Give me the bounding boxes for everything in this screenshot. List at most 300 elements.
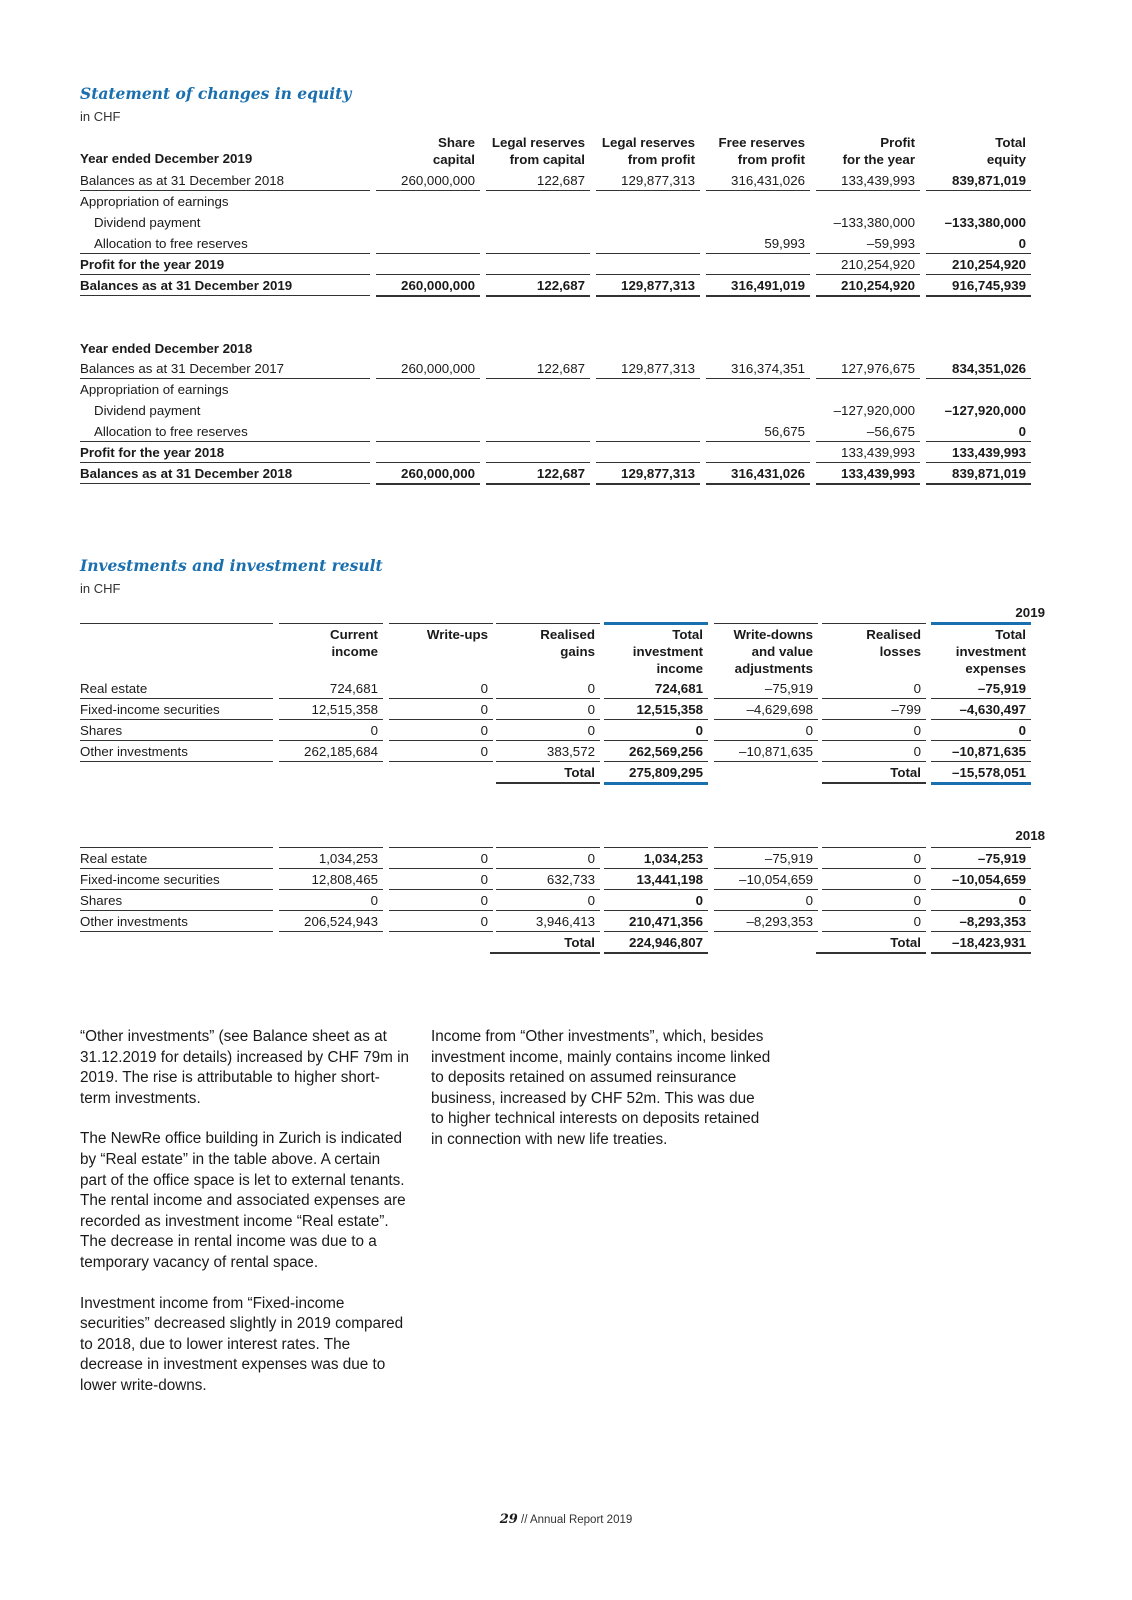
table-cell: [496, 720, 600, 741]
table-cell: [376, 421, 480, 442]
table-cell: [604, 678, 708, 699]
header-line: Write-ups: [426, 627, 488, 642]
table-row: [80, 170, 1051, 191]
table-cell: [596, 254, 700, 275]
row-label: Dividend payment: [94, 403, 201, 418]
table-cell: [926, 275, 1031, 297]
table-cell: [822, 699, 926, 720]
cell-value: 0: [913, 723, 921, 738]
table-cell: [816, 400, 920, 420]
totals-row: [80, 762, 1051, 783]
row-label: Shares: [80, 723, 123, 738]
header-line: capital: [432, 152, 475, 167]
header-line: income: [656, 661, 703, 676]
cell-value: 0: [913, 744, 921, 759]
table-cell: [816, 358, 920, 379]
table-cell: [389, 890, 493, 911]
cell-value: 0: [370, 893, 378, 908]
table-cell: [822, 720, 926, 741]
cell-value: 133,439,993: [952, 445, 1026, 460]
table-cell: [376, 358, 480, 379]
table-cell: [706, 358, 810, 379]
table-cell: [376, 170, 480, 191]
table-cell: [376, 254, 480, 275]
row-label: Allocation to free reserves: [94, 236, 248, 251]
table-cell: [714, 720, 818, 741]
total-label-cell: [822, 762, 926, 784]
cell-value: 210,471,356: [629, 914, 703, 929]
table-cell: [714, 678, 818, 699]
cell-value: 262,569,256: [629, 744, 703, 759]
row-label: Balances as at 31 December 2019: [80, 278, 293, 293]
cell-value: 260,000,000: [401, 278, 475, 293]
header-line: for the year: [842, 152, 915, 167]
table-cell: [926, 170, 1031, 191]
table-cell: [279, 741, 383, 762]
cell-value: 632,733: [546, 872, 595, 887]
investments-column-header: [931, 626, 1026, 677]
table-row: [80, 890, 1051, 911]
page-footer: [0, 1512, 1132, 1527]
table-cell: [496, 699, 600, 720]
cell-value: 316,431,026: [731, 173, 805, 188]
table-cell: [926, 254, 1031, 275]
cell-value: 0: [1018, 236, 1026, 251]
table-cell: [926, 421, 1031, 442]
table-cell: [816, 233, 920, 254]
cell-value: 210,254,920: [841, 278, 915, 293]
cell-value: 122,687: [536, 278, 585, 293]
table-row: [80, 379, 1051, 400]
table-cell: [376, 463, 480, 485]
table-cell: [714, 848, 818, 869]
total-value: –15,578,051: [952, 765, 1026, 780]
cell-value: 0: [587, 681, 595, 696]
total-value: 224,946,807: [629, 935, 703, 950]
table-cell: [822, 848, 926, 869]
table-row: [80, 275, 1051, 296]
cell-value: 133,439,993: [841, 173, 915, 188]
table-cell: [931, 699, 1031, 720]
table-cell: [931, 678, 1031, 699]
table-cell: [931, 890, 1031, 911]
table-cell: [279, 911, 383, 932]
table-cell: [926, 233, 1031, 254]
table-cell: [596, 421, 700, 442]
cell-value: 383,572: [546, 744, 595, 759]
cell-value: 316,374,351: [731, 361, 805, 376]
table-cell: [486, 442, 590, 463]
cell-value: 0: [587, 723, 595, 738]
row-label: Balances as at 31 December 2018: [80, 466, 293, 481]
cell-value: 0: [480, 872, 488, 887]
cell-value: –8,293,353: [959, 914, 1026, 929]
table-cell: [496, 848, 600, 869]
table-row: [80, 254, 1051, 275]
total-value-cell: [604, 932, 708, 954]
cell-value: 122,687: [536, 361, 585, 376]
table-cell: [706, 233, 810, 254]
table-cell: [926, 463, 1031, 485]
table-cell: [486, 463, 590, 485]
table-cell: [931, 720, 1031, 741]
header-line: Share: [438, 135, 475, 150]
table-cell: [596, 212, 700, 232]
cell-value: –127,920,000: [833, 403, 915, 418]
cell-value: 0: [480, 723, 488, 738]
cell-value: –75,919: [764, 851, 813, 866]
table-cell: [926, 442, 1031, 463]
row-label: Appropriation of earnings: [80, 382, 229, 397]
total-label: Total: [564, 765, 595, 780]
cell-value: 0: [695, 893, 703, 908]
table-cell: [604, 869, 708, 890]
equity-section-title: Statement of changes in equity: [80, 84, 352, 103]
total-value-cell: [931, 762, 1031, 785]
table-cell: [496, 741, 600, 762]
cell-value: –59,993: [866, 236, 915, 251]
table-cell: [596, 400, 700, 420]
table-cell: [706, 463, 810, 485]
cell-value: –10,871,635: [739, 744, 813, 759]
equity-column-header: [926, 134, 1026, 168]
header-line: Legal reserves: [491, 135, 585, 150]
table-cell: [376, 400, 480, 420]
cell-value: 839,871,019: [952, 173, 1026, 188]
cell-value: –4,629,698: [746, 702, 813, 717]
cell-value: 260,000,000: [401, 466, 475, 481]
table-cell: [604, 848, 708, 869]
header-line: Free reserves: [718, 135, 805, 150]
cell-value: 122,687: [536, 466, 585, 481]
header-line: and value: [751, 644, 813, 659]
cell-value: 0: [587, 702, 595, 717]
header-rule: [604, 622, 708, 625]
cell-value: 0: [1018, 893, 1026, 908]
table-row: [80, 400, 1051, 421]
table-cell: [816, 275, 920, 297]
table-cell: [816, 212, 920, 232]
total-label-cell: [496, 762, 600, 784]
table-cell: [279, 848, 383, 869]
table-cell: [926, 212, 1031, 232]
table-cell: [486, 421, 590, 442]
table-cell: [931, 869, 1031, 890]
cell-value: 129,877,313: [621, 278, 695, 293]
table-cell: [376, 442, 480, 463]
cell-value: –10,054,659: [952, 872, 1026, 887]
cell-value: 0: [480, 702, 488, 717]
header-line: Total: [672, 627, 703, 642]
table-cell: [822, 890, 926, 911]
cell-value: 13,441,198: [636, 872, 703, 887]
investments-table: [80, 600, 1051, 970]
cell-value: 127,976,675: [841, 361, 915, 376]
paragraph: “Other investments” (see Balance sheet as at 31.12.2019 for details) increased by CHF 79m in 2019. The rise is attributable to higher short-term investments.: [80, 1028, 410, 1107]
cell-value: –133,380,000: [944, 215, 1026, 230]
table-cell: [714, 869, 818, 890]
table-cell: [486, 400, 590, 420]
cell-value: 129,877,313: [621, 173, 695, 188]
total-value: –18,423,931: [952, 935, 1026, 950]
cell-value: 3,946,413: [535, 914, 595, 929]
header-line: Realised: [866, 627, 921, 642]
header-line: income: [331, 644, 378, 659]
cell-value: 12,808,465: [311, 872, 378, 887]
cell-value: 210,254,920: [952, 257, 1026, 272]
cell-value: –10,054,659: [739, 872, 813, 887]
equity-unit: in CHF: [80, 109, 121, 124]
header-line: Legal reserves: [601, 135, 695, 150]
equity-year-heading: Year ended December 2018: [80, 341, 253, 356]
header-line: gains: [560, 644, 595, 659]
table-cell: [926, 400, 1031, 420]
header-rule: [931, 622, 1031, 625]
cell-value: 262,185,684: [304, 744, 378, 759]
table-cell: [596, 442, 700, 463]
equity-year-heading: Year ended December 2019: [80, 151, 253, 166]
cell-value: 839,871,019: [952, 466, 1026, 481]
table-cell: [376, 212, 480, 232]
cell-value: –75,919: [764, 681, 813, 696]
table-cell: [389, 869, 493, 890]
table-cell: [714, 699, 818, 720]
investments-column-header: [822, 626, 921, 660]
table-cell: [706, 212, 810, 232]
total-label-cell: [816, 932, 926, 954]
table-cell: [816, 442, 920, 463]
table-cell: [496, 890, 600, 911]
cell-value: 210,254,920: [841, 257, 915, 272]
cell-value: 0: [913, 893, 921, 908]
table-cell: [604, 890, 708, 911]
total-value: 275,809,295: [629, 765, 703, 780]
table-cell: [931, 848, 1031, 869]
investments-column-header: [496, 626, 595, 660]
investments-column-header: [389, 626, 488, 643]
row-label: Real estate: [80, 681, 148, 696]
row-label: Fixed-income securities: [80, 872, 220, 887]
header-rule: [389, 623, 493, 624]
cell-value: 724,681: [654, 681, 703, 696]
cell-value: 133,439,993: [841, 445, 915, 460]
total-label-cell: [490, 932, 600, 954]
cell-value: 916,745,939: [952, 278, 1026, 293]
table-cell: [706, 170, 810, 191]
cell-value: 0: [913, 681, 921, 696]
table-cell: [486, 170, 590, 191]
table-row: [80, 678, 1051, 699]
cell-value: 834,351,026: [952, 361, 1026, 376]
equity-column-header: [486, 134, 585, 168]
header-line: from capital: [509, 152, 585, 167]
table-cell: [389, 720, 493, 741]
investments-column-header: [714, 626, 813, 677]
footer-text: // Annual Report 2019: [517, 1514, 633, 1526]
cell-value: 0: [587, 893, 595, 908]
table-cell: [604, 699, 708, 720]
header-line: Profit: [880, 135, 915, 150]
table-cell: [486, 212, 590, 232]
table-cell: [496, 678, 600, 699]
table-cell: [706, 421, 810, 442]
row-label: Profit for the year 2018: [80, 445, 225, 460]
investments-section-title: Investments and investment result: [80, 556, 383, 575]
cell-value: 260,000,000: [401, 361, 475, 376]
cell-value: 59,993: [764, 236, 805, 251]
total-label: Total: [890, 765, 921, 780]
cell-value: 0: [1018, 424, 1026, 439]
table-cell: [816, 463, 920, 485]
cell-value: 0: [480, 681, 488, 696]
table-row: [80, 233, 1051, 254]
text-column-1: [80, 1027, 410, 1417]
table-cell: [822, 869, 926, 890]
page-number: 29: [499, 1512, 518, 1527]
equity-table: [80, 132, 1051, 502]
table-cell: [596, 233, 700, 254]
header-line: Total: [995, 627, 1026, 642]
table-cell: [486, 254, 590, 275]
row-label: Allocation to free reserves: [94, 424, 248, 439]
paragraph: The NewRe office building in Zurich is indicated by “Real estate” in the table above. A certain part of the office space is let to external tenants. The rental income and associated expenses are recorded as investment income “Real estate”. The decrease in rental income was due to a temporary vacancy of rental space.: [80, 1130, 406, 1271]
header-line: losses: [879, 644, 921, 659]
header-line: Write-downs: [733, 627, 813, 642]
table-row: [80, 911, 1051, 932]
table-row: [80, 463, 1051, 484]
table-cell: [486, 233, 590, 254]
header-rule: [279, 623, 383, 624]
cell-value: 724,681: [329, 681, 378, 696]
table-row: [80, 442, 1051, 463]
row-label: Other investments: [80, 744, 188, 759]
total-value-cell: [931, 932, 1031, 954]
cell-value: 0: [913, 872, 921, 887]
table-row: [80, 720, 1051, 741]
table-cell: [714, 890, 818, 911]
cell-value: 12,515,358: [311, 702, 378, 717]
table-cell: [714, 911, 818, 932]
cell-value: 1,034,253: [318, 851, 378, 866]
header-line: investment: [955, 644, 1026, 659]
header-rule: [822, 623, 926, 624]
table-cell: [389, 741, 493, 762]
table-cell: [486, 275, 590, 297]
table-cell: [596, 463, 700, 485]
table-row: [80, 699, 1051, 720]
investments-column-header: [279, 626, 378, 660]
table-row: [80, 869, 1051, 890]
header-line: from profit: [627, 152, 695, 167]
table-cell: [389, 699, 493, 720]
investments-column-header: [604, 626, 703, 677]
table-cell: [279, 720, 383, 741]
table-cell: [822, 678, 926, 699]
cell-value: –8,293,353: [746, 914, 813, 929]
year-label: 2018: [1015, 828, 1045, 843]
cell-value: 129,877,313: [621, 361, 695, 376]
table-cell: [604, 911, 708, 932]
row-label: Balances as at 31 December 2018: [80, 173, 285, 188]
cell-value: 0: [913, 851, 921, 866]
cell-value: 0: [587, 851, 595, 866]
equity-column-header: [596, 134, 695, 168]
header-line: investment: [632, 644, 703, 659]
header-rule: [80, 623, 273, 624]
cell-value: 0: [480, 851, 488, 866]
cell-value: 133,439,993: [841, 466, 915, 481]
paragraph: Income from “Other investments”, which, besides investment income, mainly contains income linked to deposits retained on assumed reinsurance business, increased by CHF 52m. This was due to higher technical interests on deposits retained in connection with new life treaties.: [431, 1028, 771, 1148]
header-line: equity: [986, 152, 1026, 167]
table-cell: [706, 400, 810, 420]
cell-value: –799: [891, 702, 921, 717]
header-line: Current: [329, 627, 378, 642]
table-cell: [816, 254, 920, 275]
row-label: Balances as at 31 December 2017: [80, 361, 285, 376]
cell-value: –56,675: [866, 424, 915, 439]
equity-column-header: [816, 134, 915, 168]
total-label: Total: [564, 935, 595, 950]
year-label: 2019: [1015, 605, 1045, 620]
header-rule: [714, 623, 818, 624]
cell-value: 0: [370, 723, 378, 738]
cell-value: 206,524,943: [304, 914, 378, 929]
table-cell: [389, 911, 493, 932]
table-cell: [816, 170, 920, 191]
table-cell: [706, 275, 810, 297]
table-cell: [376, 233, 480, 254]
cell-value: 260,000,000: [401, 173, 475, 188]
header-line: Total: [995, 135, 1026, 150]
header-line: expenses: [965, 661, 1026, 676]
header-rule: [496, 623, 600, 624]
cell-value: 0: [480, 744, 488, 759]
cell-value: 0: [805, 893, 813, 908]
row-label: Fixed-income securities: [80, 702, 220, 717]
row-label: Shares: [80, 893, 123, 908]
cell-value: 129,877,313: [621, 466, 695, 481]
table-cell: [604, 720, 708, 741]
table-cell: [496, 911, 600, 932]
investments-unit: in CHF: [80, 581, 121, 596]
total-value-cell: [604, 762, 708, 785]
table-cell: [279, 699, 383, 720]
totals-row: [80, 932, 1051, 953]
cell-value: –133,380,000: [833, 215, 915, 230]
table-row: [80, 741, 1051, 762]
row-label: Appropriation of earnings: [80, 194, 229, 209]
table-cell: [486, 358, 590, 379]
cell-value: 0: [913, 914, 921, 929]
table-cell: [279, 678, 383, 699]
table-cell: [496, 869, 600, 890]
cell-value: –127,920,000: [944, 403, 1026, 418]
table-cell: [389, 848, 493, 869]
cell-value: 0: [1018, 723, 1026, 738]
table-cell: [279, 890, 383, 911]
table-cell: [389, 678, 493, 699]
table-row: [80, 848, 1051, 869]
table-row: [80, 421, 1051, 442]
row-label: Dividend payment: [94, 215, 201, 230]
table-cell: [926, 358, 1031, 379]
table-row: [80, 191, 1051, 212]
header-line: adjustments: [734, 661, 813, 676]
cell-value: 0: [480, 914, 488, 929]
table-cell: [822, 911, 926, 932]
cell-value: –75,919: [977, 681, 1026, 696]
table-cell: [931, 741, 1031, 762]
